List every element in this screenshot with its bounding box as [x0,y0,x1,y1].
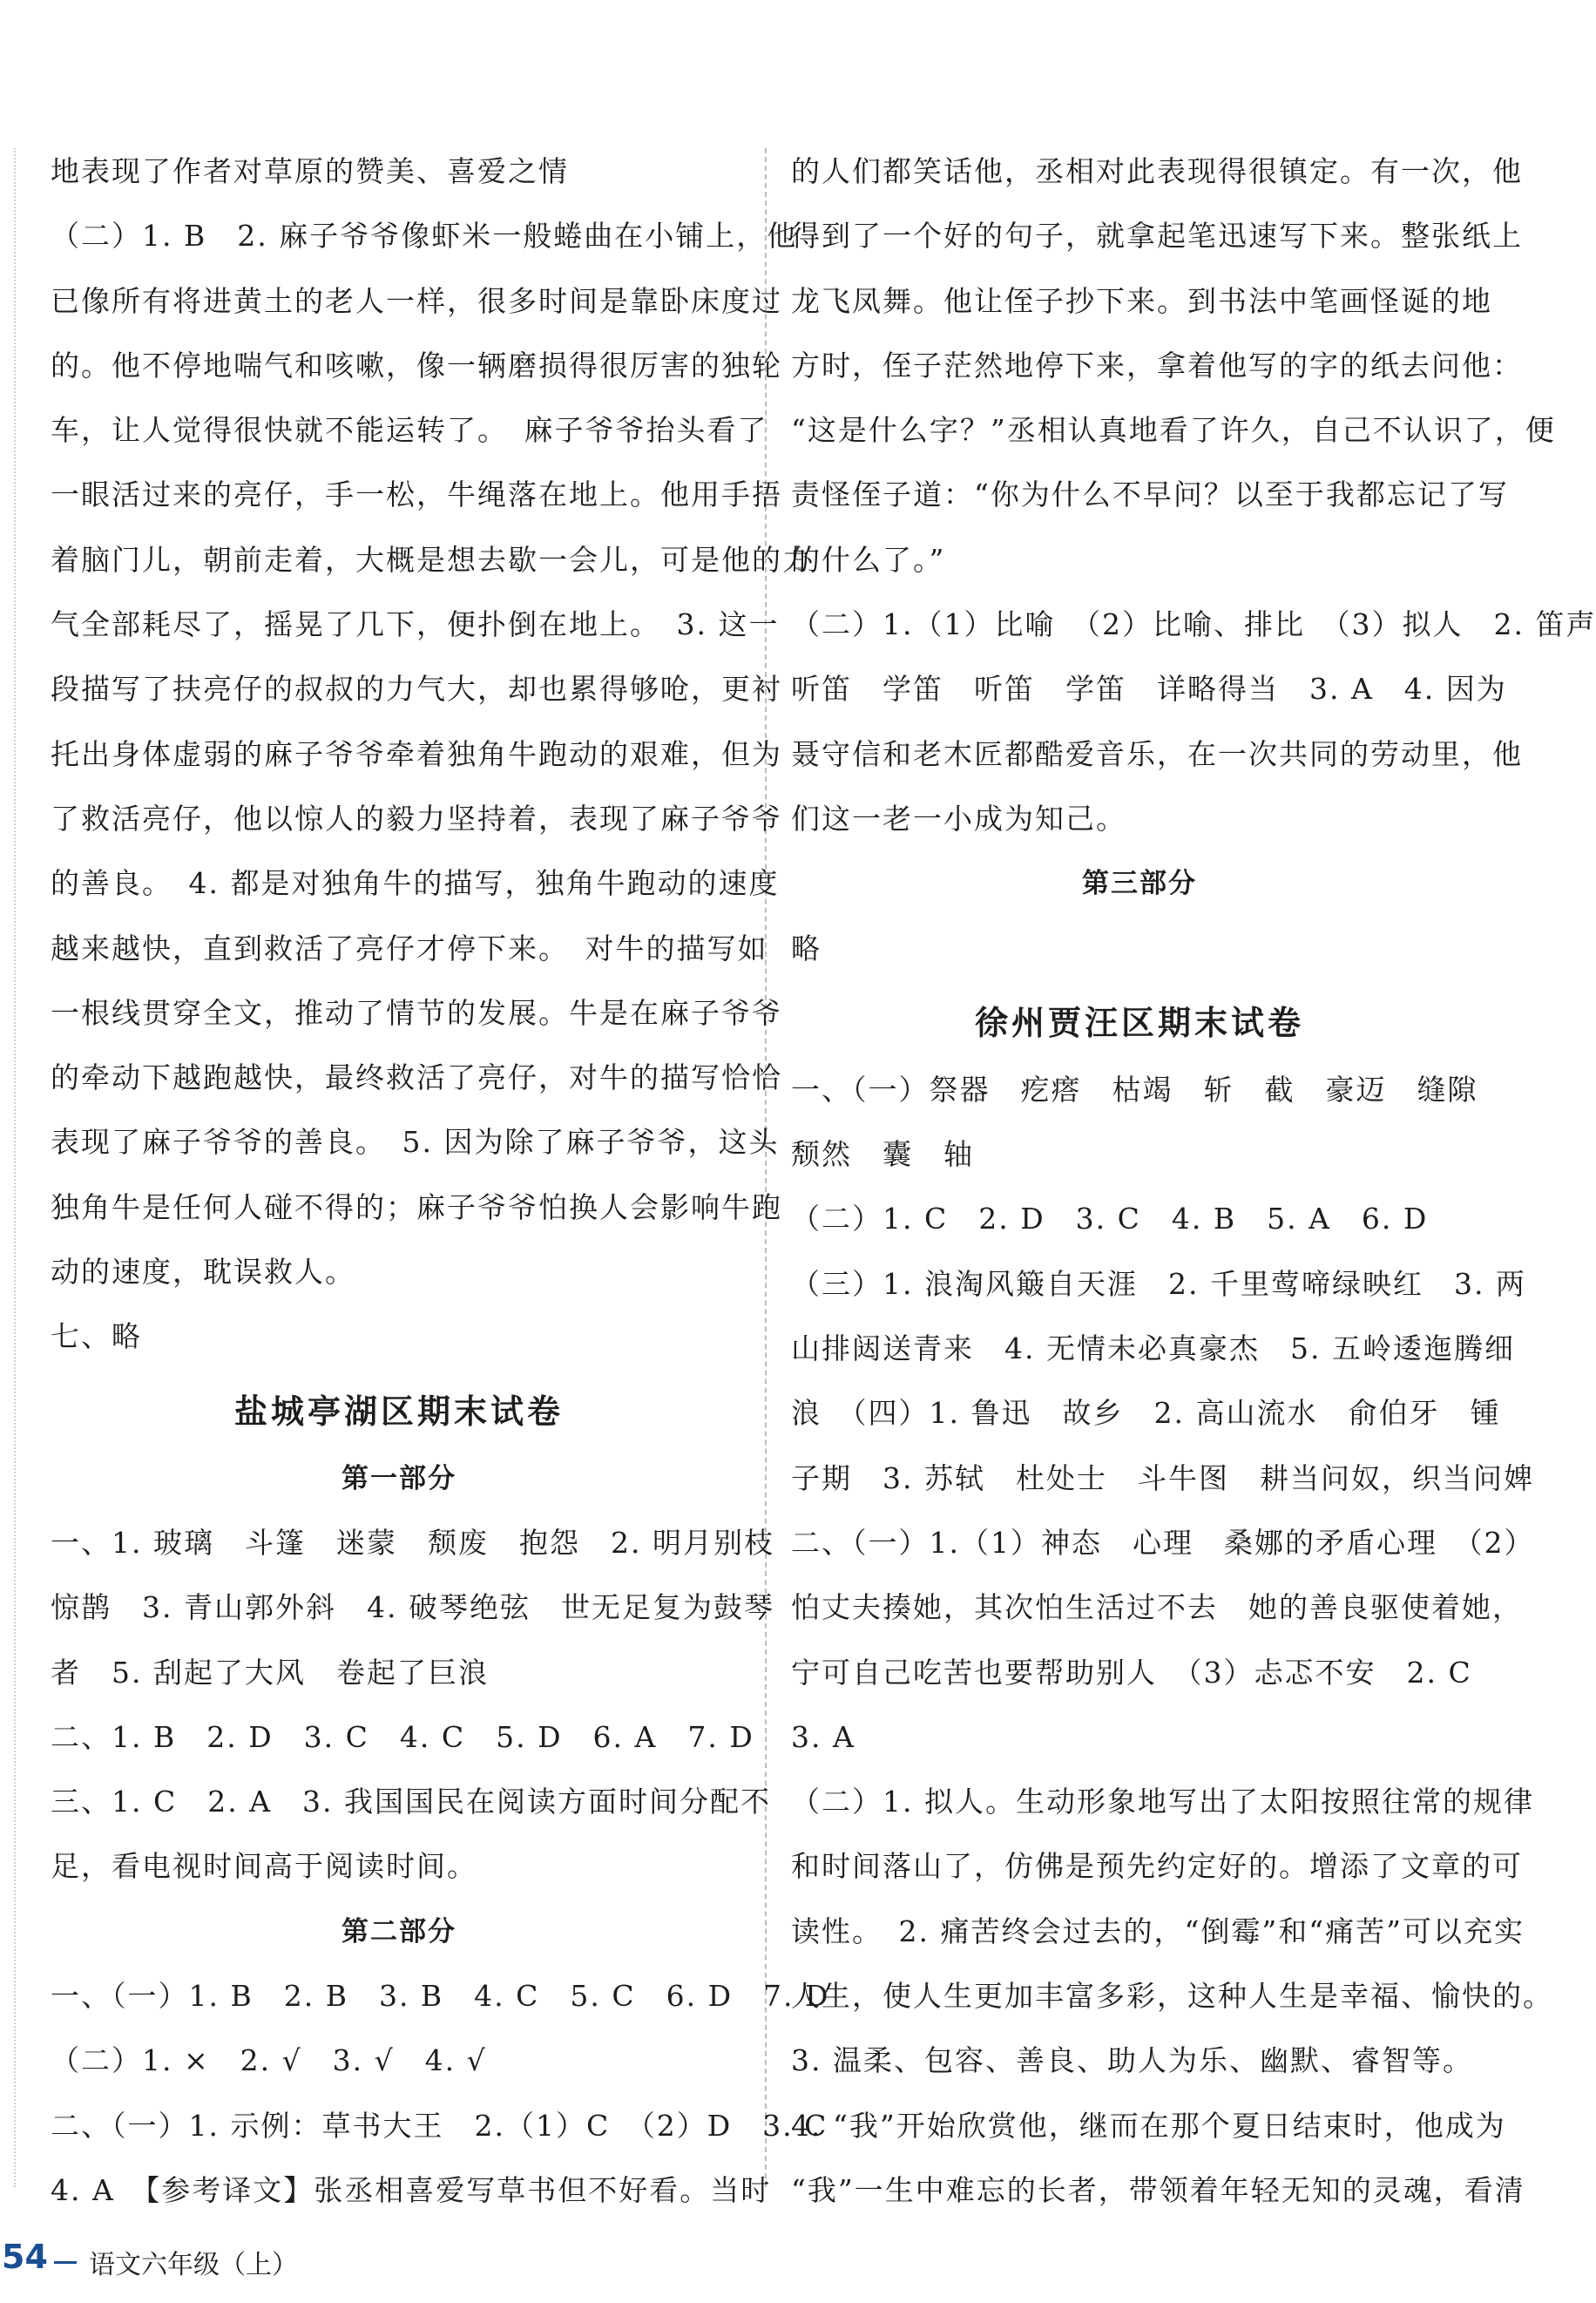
text-line: 3. A [791,1719,855,1754]
subject-label: 语文六年级（上） [89,2250,298,2280]
text-line: 一、（一）祭器 疙瘩 枯竭 斩 截 豪迈 缝隙 [791,1072,1478,1107]
text-line: （二）1. × 2. √ 3. √ 4. √ [51,2043,487,2078]
text-line: “这是什么字？”丞相认真地看了许久，自己不认识了，便 [791,413,1556,448]
text-line: 一、1. 玻璃 斗篷 迷蒙 颓废 抱怨 2. 明月别枝 [51,1525,774,1560]
text-line: 的。他不停地喘气和咳嗽，像一辆磨损得很厉害的独轮 [51,348,782,383]
footer-dash [54,2261,77,2264]
text-line: 已像所有将进黄土的老人一样，很多时间是靠卧床度过 [51,283,782,318]
text-line: 的人们都笑话他，丞相对此表现得很镇定。有一次，他 [791,154,1523,188]
text-line: 一、（一）1. B 2. B 3. B 4. C 5. C 6. D 7. D [51,1979,830,2014]
text-line: 的善良。 4. 都是对独角牛的描写，独角牛跑动的速度 [51,866,780,901]
text-line: 颓然 囊 轴 [791,1137,974,1172]
text-line: 和时间落山了，仿佛是预先约定好的。增添了文章的可 [791,1849,1523,1884]
text-line: 足，看电视时间高于阅读时间。 [51,1849,477,1884]
text-line: 读性。 2. 痛苦终会过去的，“倒霉”和“痛苦”可以充实 [791,1914,1525,1948]
text-line: 聂守信和老木匠都酷爱音乐，在一次共同的劳动里，他 [791,736,1523,771]
exam-title: 徐州贾汪区期末试卷 [974,1003,1304,1042]
text-line: 龙飞凤舞。他让侄子抄下来。到书法中笔画怪诞的地 [791,283,1492,318]
text-line: 人生，使人生更加丰富多彩，这种人生是幸福、愉快的。 [791,1979,1553,2014]
text-line: （三）1. 浪淘风簸自天涯 2. 千里莺啼绿映红 3. 两 [791,1266,1526,1301]
text-line: 二、1. B 2. D 3. C 4. C 5. D 6. A 7. D [51,1719,754,1754]
text-line: 表现了麻子爷爷的善良。 5. 因为除了麻子爷爷，这头 [51,1125,780,1160]
text-line: 略 [791,931,822,965]
text-line: 段描写了扶亮仔的叔叔的力气大，却也累得够呛，更衬 [51,672,782,707]
text-line: “我”一生中难忘的长者，带领着年轻无知的灵魂，看清 [791,2172,1525,2207]
text-line: 4. “我”开始欣赏他，继而在那个夏日结束时，他成为 [791,2108,1506,2143]
text-line: （二）1. C 2. D 3. C 4. B 5. A 6. D [791,1202,1429,1236]
text-line: 一根线贯穿全文，推动了情节的发展。牛是在麻子爷爷 [51,995,782,1030]
text-line: 惊鹊 3. 青山郭外斜 4. 破琴绝弦 世无足复为鼓琴 [51,1590,774,1625]
text-line: 子期 3. 苏轼 杜处士 斗牛图 耕当问奴，织当问婢 [791,1460,1534,1495]
text-line: （二）1. 拟人。生动形象地写出了太阳按照往常的规律 [791,1785,1534,1819]
text-line: 们这一老一小成为知己。 [791,801,1126,836]
text-line: 山排闼送青来 4. 无情未必真豪杰 5. 五岭逶迤腾细 [791,1331,1515,1366]
exam-title: 盐城亭湖区期末试卷 [233,1392,564,1431]
text-line: 怕丈夫揍她，其次怕生活过不去 她的善良驱使着她， [791,1590,1523,1625]
section-heading: 第三部分 [1082,868,1197,900]
text-line: 了救活亮仔，他以惊人的毅力坚持着，表现了麻子爷爷 [51,801,782,836]
text-line: 听笛 学笛 听笛 学笛 详略得当 3. A 4. 因为 [791,672,1507,707]
text-line: 托出身体虚弱的麻子爷爷牵着独角牛跑动的艰难，但为 [51,736,782,771]
text-line: 二、（一）1.（1）神态 心理 桑娜的矛盾心理 （2） [791,1525,1535,1560]
text-line: 方时，侄子茫然地停下来，拿着他写的字的纸去问他： [791,348,1523,383]
text-line: 车，让人觉得很快就不能运转了。 麻子爷爷抬头看了 [51,413,768,448]
section-heading: 第二部分 [342,1915,456,1947]
text-line: （二）1. B 2. 麻子爷爷像虾米一般蜷曲在小铺上，他 [51,219,798,254]
text-line: 地表现了作者对草原的赞美、喜爱之情 [51,154,569,188]
text-line: 宁可自己吃苦也要帮助别人 （3）忐忑不安 2. C [791,1655,1472,1690]
text-line: 独角牛是任何人碰不得的；麻子爷爷怕换人会影响牛跑 [51,1189,782,1224]
binding-edge-rule [14,148,16,2187]
text-line: 得到了一个好的句子，就拿起笔迅速写下来。整张纸上 [791,219,1523,254]
text-line: 的什么了。” [791,542,946,577]
text-line: 4. A 【参考译文】张丞相喜爱写草书但不好看。当时 [51,2172,772,2207]
column-divider [765,148,767,2187]
text-line: 越来越快，直到救活了亮仔才停下来。 对牛的描写如 [51,931,768,965]
text-line: 3. 温柔、包容、善良、助人为乐、幽默、睿智等。 [791,2043,1473,2078]
text-line: 浪 （四）1. 鲁迅 故乡 2. 高山流水 俞伯牙 锺 [791,1396,1501,1431]
text-line: 责怪侄子道：“你为什么不早问？以至于我都忘记了写 [791,478,1509,512]
text-line: 七、略 [51,1319,142,1354]
text-line: 动的速度，耽误救人。 [51,1255,355,1290]
text-line: 二、（一）1. 示例：草书大王 2.（1）C （2）D 3. C [51,2108,828,2143]
text-line: 的牵动下越跑越快，最终救活了亮仔，对牛的描写恰恰 [51,1060,782,1095]
section-heading: 第一部分 [342,1462,456,1494]
right-column [791,139,1596,2223]
text-line: 三、1. C 2. A 3. 我国国民在阅读方面时间分配不 [51,1785,772,1819]
page-footer [0,2238,523,2290]
text-line: （二）1.（1）比喻 （2）比喻、排比 （3）拟人 2. 笛声 [791,607,1596,642]
page-number: 54 [2,2238,48,2276]
text-line: 气全部耗尽了，摇晃了几下，便扑倒在地上。 3. 这一 [51,607,780,642]
text-line: 着脑门儿，朝前走着，大概是想去歇一会儿，可是他的力 [51,542,813,577]
text-line: 者 5. 刮起了大风 卷起了巨浪 [51,1655,489,1690]
text-line: 一眼活过来的亮仔，手一松，牛绳落在地上。他用手捂 [51,478,782,512]
